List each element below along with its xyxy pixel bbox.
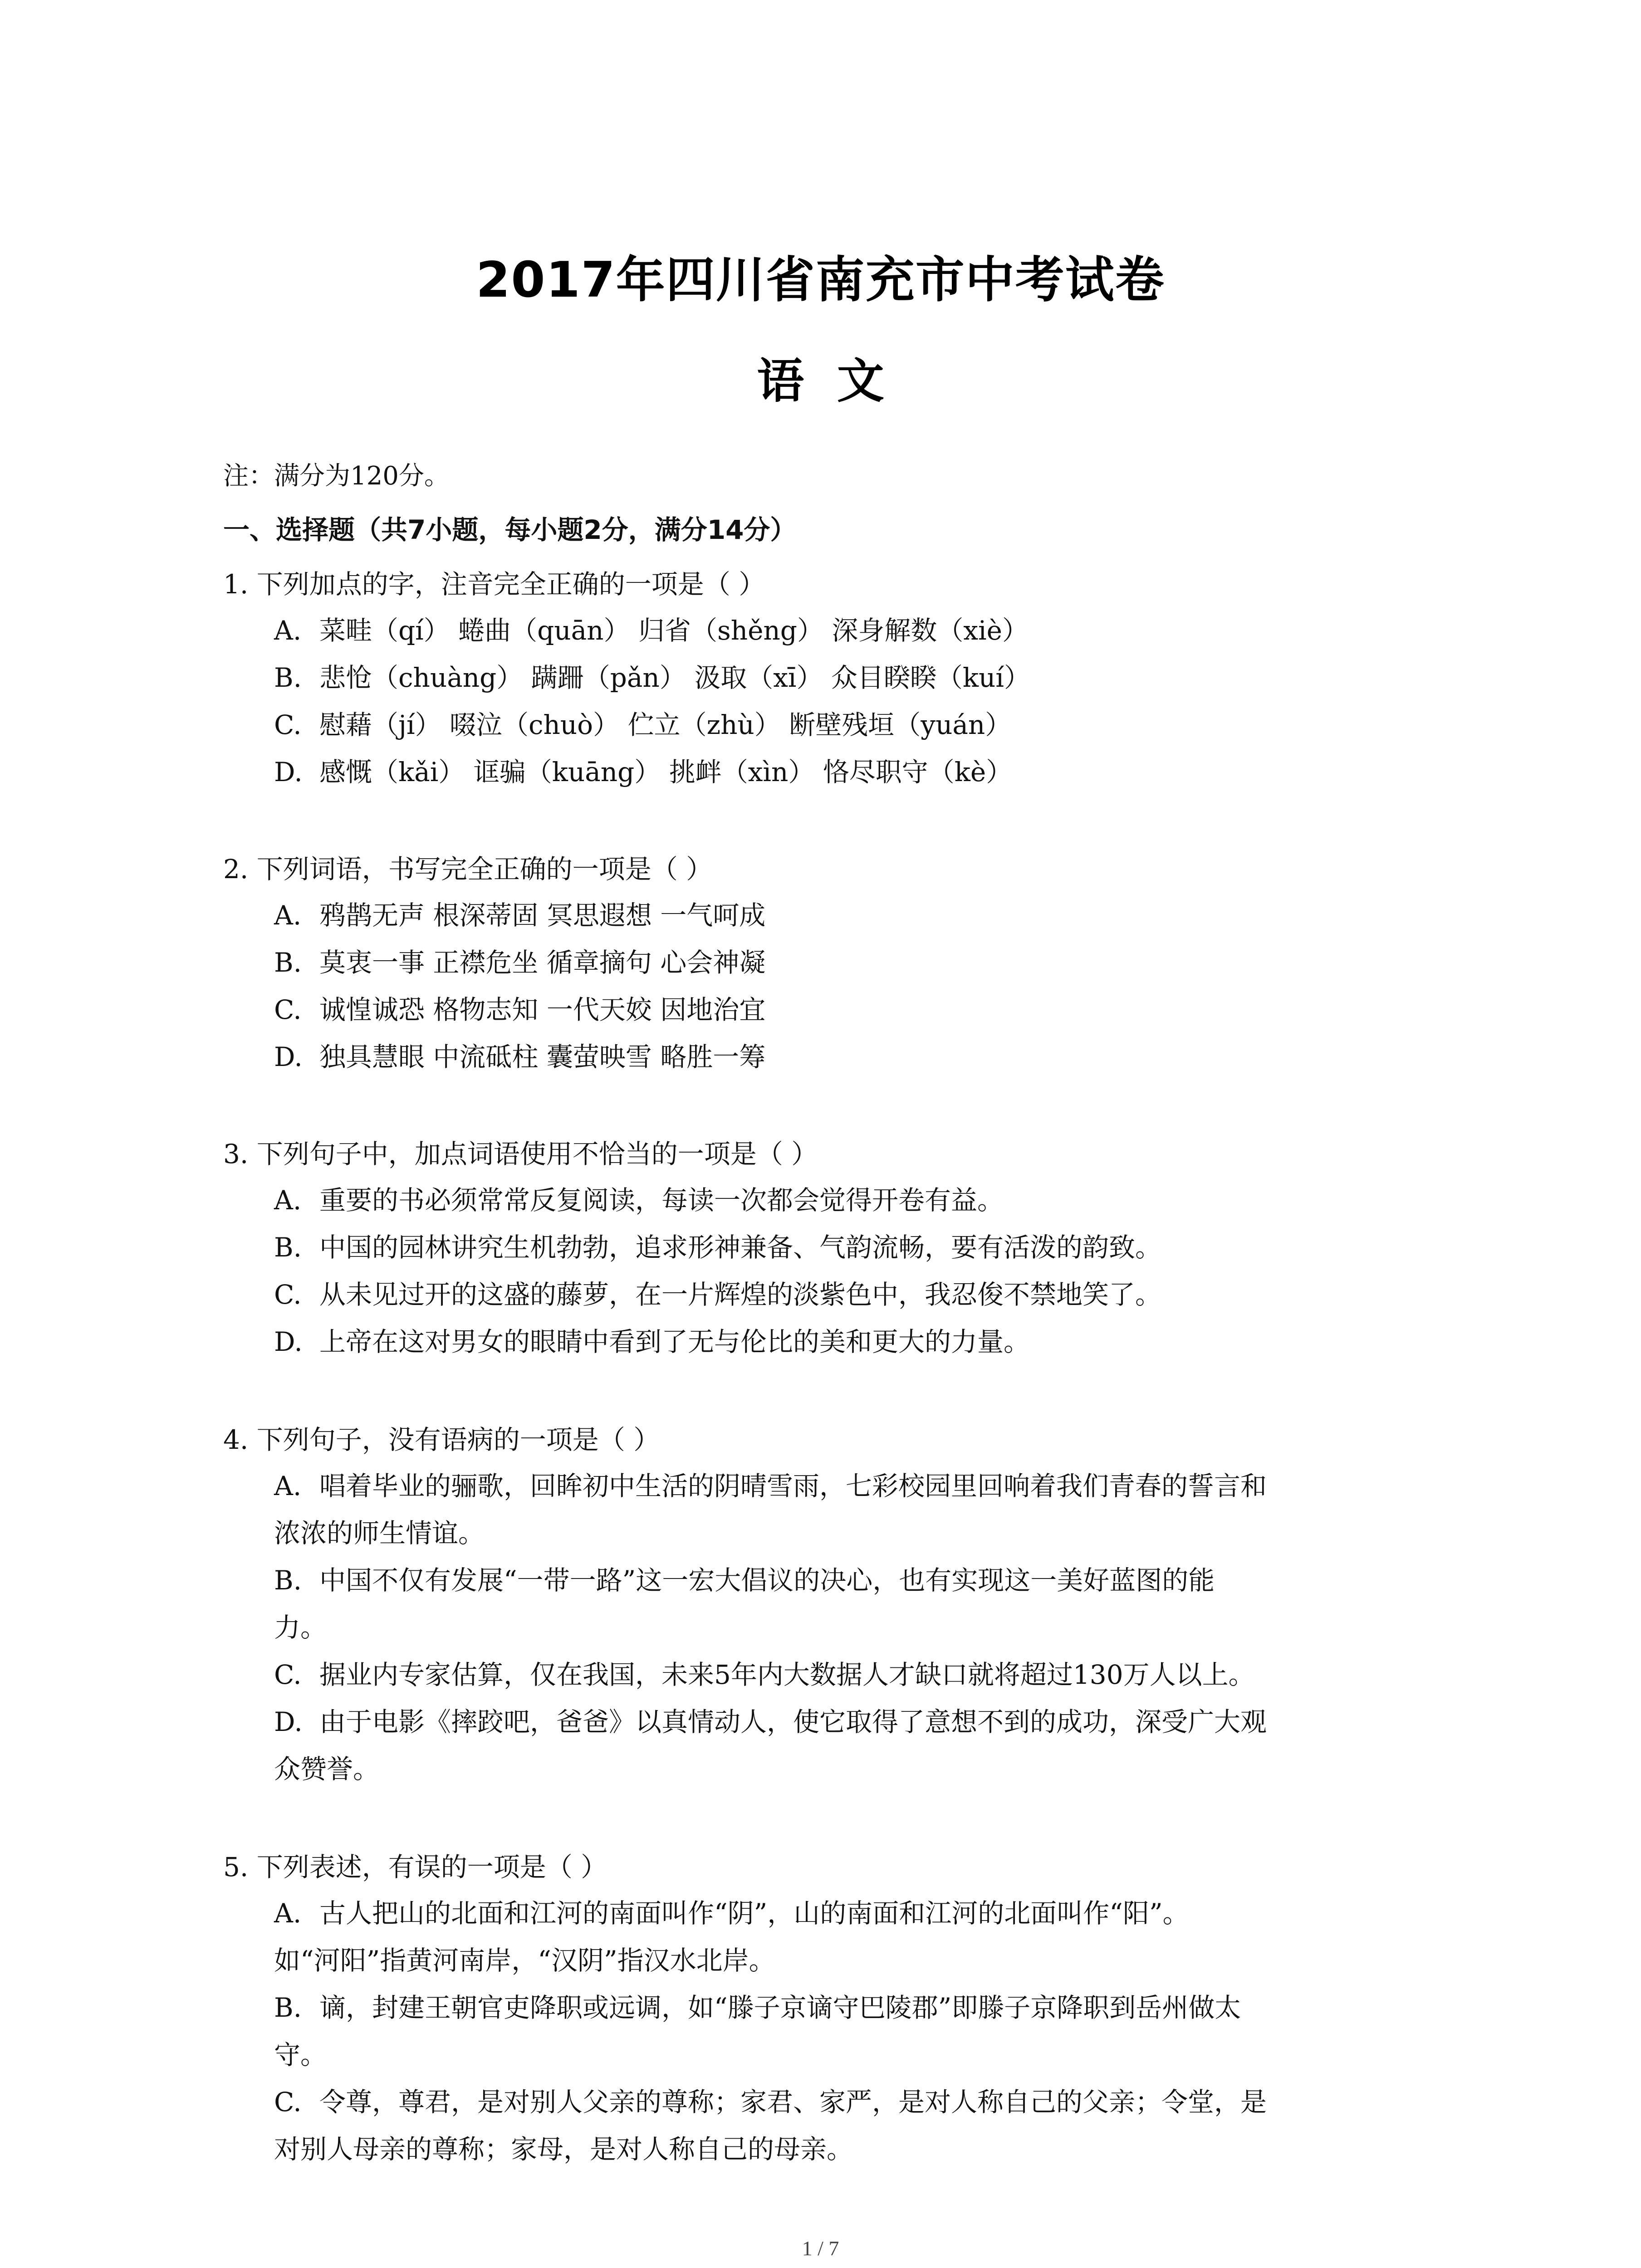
option-a (223, 892, 1448, 939)
option-text: 中国的园林讲究生机勃勃，追求形神兼备、气韵流畅，要有活泼的韵致。 (319, 1232, 1162, 1263)
option-letter: C. (274, 994, 302, 1025)
question-4 (223, 1417, 1448, 1793)
option-text: 谪，封建王朝官吏降职或远调，如“滕子京谪守巴陵郡”即滕子京降职到岳州做太 (319, 1992, 1241, 2023)
question-3 (223, 1131, 1448, 1365)
option-letter: A. (274, 1471, 302, 1501)
option-letter: C. (274, 2087, 302, 2117)
option-text: 感慨（kǎi） 诓骗（kuāng） 挑衅（xìn） 恪尽职守（kè） (319, 757, 1013, 787)
option-b (223, 654, 1448, 701)
option-letter: D. (274, 757, 303, 787)
option-text: 重要的书必须常常反复阅读，每读一次都会觉得开卷有益。 (319, 1185, 1004, 1216)
score-note: 注：满分为120分。 (223, 461, 450, 491)
option-letter: B. (274, 1992, 302, 2023)
option-letter: B. (274, 1565, 302, 1596)
option-letter: A. (274, 1185, 302, 1216)
question-stem: 4. 下列句子，没有语病的一项是（ ） (223, 1424, 660, 1455)
option-letter: D. (274, 1706, 303, 1737)
option-letter: B. (274, 662, 302, 693)
document-title: 2017年四川省南充市中考试卷 (476, 252, 1165, 308)
question-stem: 5. 下列表述，有误的一项是（ ） (223, 1852, 607, 1882)
option-b (223, 939, 1448, 986)
option-text-continued: 力。 (274, 1612, 327, 1643)
option-letter: C. (274, 709, 302, 740)
option-text-continued: 众赞誉。 (274, 1754, 380, 1784)
option-text: 慰藉（jí） 啜泣（chuò） 伫立（zhù） 断壁残垣（yuán） (319, 709, 1012, 740)
option-letter: D. (274, 1326, 303, 1357)
option-text: 莫衷一事 正襟危坐 循章摘句 心会神凝 (319, 947, 766, 978)
question-2 (223, 846, 1448, 1080)
option-a (223, 1462, 1481, 1557)
option-letter: B. (274, 947, 302, 978)
option-text-continued: 对别人母亲的尊称；家母，是对人称自己的母亲。 (274, 2134, 853, 2165)
option-text: 诚惶诚恐 格物志知 一代天姣 因地治宜 (319, 994, 766, 1025)
option-text: 令尊，尊君，是对别人父亲的尊称；家君、家严，是对人称自己的父亲；令堂，是 (319, 2087, 1267, 2117)
option-letter: A. (274, 615, 302, 646)
question-stem: 3. 下列句子中，加点词语使用不恰当的一项是（ ） (223, 1139, 818, 1169)
option-text: 独具慧眼 中流砥柱 囊萤映雪 略胜一筹 (319, 1041, 766, 1072)
subject-title: 语 文 (757, 353, 884, 409)
option-text: 据业内专家估算，仅在我国，未来5年内大数据人才缺口就将超过130万人以上。 (319, 1659, 1255, 1690)
option-text: 鸦鹊无声 根深蒂固 冥思遐想 一气呵成 (319, 900, 766, 931)
option-c (223, 1651, 1448, 1698)
section-heading: 一、选择题（共7小题，每小题2分，满分14分） (223, 514, 797, 545)
option-a (223, 1177, 1448, 1224)
option-c (223, 986, 1448, 1033)
option-letter: A. (274, 1898, 302, 1929)
option-c (223, 1271, 1448, 1318)
option-text: 唱着毕业的骊歌，回眸初中生活的阴晴雪雨，七彩校园里回响着我们青春的誓言和 (319, 1471, 1267, 1501)
option-text-continued: 浓浓的师生情谊。 (274, 1518, 485, 1549)
option-text: 悲怆（chuàng） 蹒跚（pǎn） 汲取（xī） 众目睽睽（kuí） (319, 662, 1030, 693)
option-c (223, 2078, 1481, 2173)
option-text-continued: 如“河阳”指黄河南岸，“汉阴”指汉水北岸。 (274, 1945, 775, 1976)
option-d (223, 1318, 1448, 1365)
question-1 (223, 562, 1448, 796)
option-letter: C. (274, 1659, 302, 1690)
option-letter: B. (274, 1232, 302, 1263)
page-number: 1 / 7 (802, 2237, 839, 2260)
option-text: 古人把山的北面和江河的南面叫作“阴”，山的南面和江河的北面叫作“阳”。 (319, 1898, 1189, 1929)
option-letter: D. (274, 1041, 303, 1072)
option-text: 上帝在这对男女的眼睛中看到了无与伦比的美和更大的力量。 (319, 1326, 1030, 1357)
option-a (223, 1890, 1481, 1984)
option-letter: A. (274, 900, 302, 931)
option-d (223, 748, 1448, 796)
option-letter: C. (274, 1279, 302, 1310)
option-b (223, 1557, 1481, 1651)
option-text: 由于电影《摔跤吧，爸爸》以真情动人，使它取得了意想不到的成功，深受广大观 (319, 1706, 1267, 1737)
option-text-continued: 守。 (274, 2039, 327, 2070)
option-b (223, 1224, 1448, 1271)
option-text: 中国不仅有发展“一带一路”这一宏大倡议的决心，也有实现这一美好蓝图的能 (319, 1565, 1215, 1596)
question-stem: 1. 下列加点的字，注音完全正确的一项是（ ） (223, 569, 765, 600)
option-d (223, 1698, 1481, 1793)
option-a (223, 607, 1448, 654)
question-stem: 2. 下列词语，书写完全正确的一项是（ ） (223, 854, 713, 885)
option-b (223, 1984, 1481, 2078)
option-text: 菜畦（qí） 蜷曲（quān） 归省（shěng） 深身解数（xiè） (319, 615, 1029, 646)
option-d (223, 1033, 1448, 1080)
option-text: 从未见过开的这盛的藤萝，在一片辉煌的淡紫色中，我忍俊不禁地笑了。 (319, 1279, 1162, 1310)
question-5 (223, 1844, 1448, 2173)
option-c (223, 701, 1448, 748)
